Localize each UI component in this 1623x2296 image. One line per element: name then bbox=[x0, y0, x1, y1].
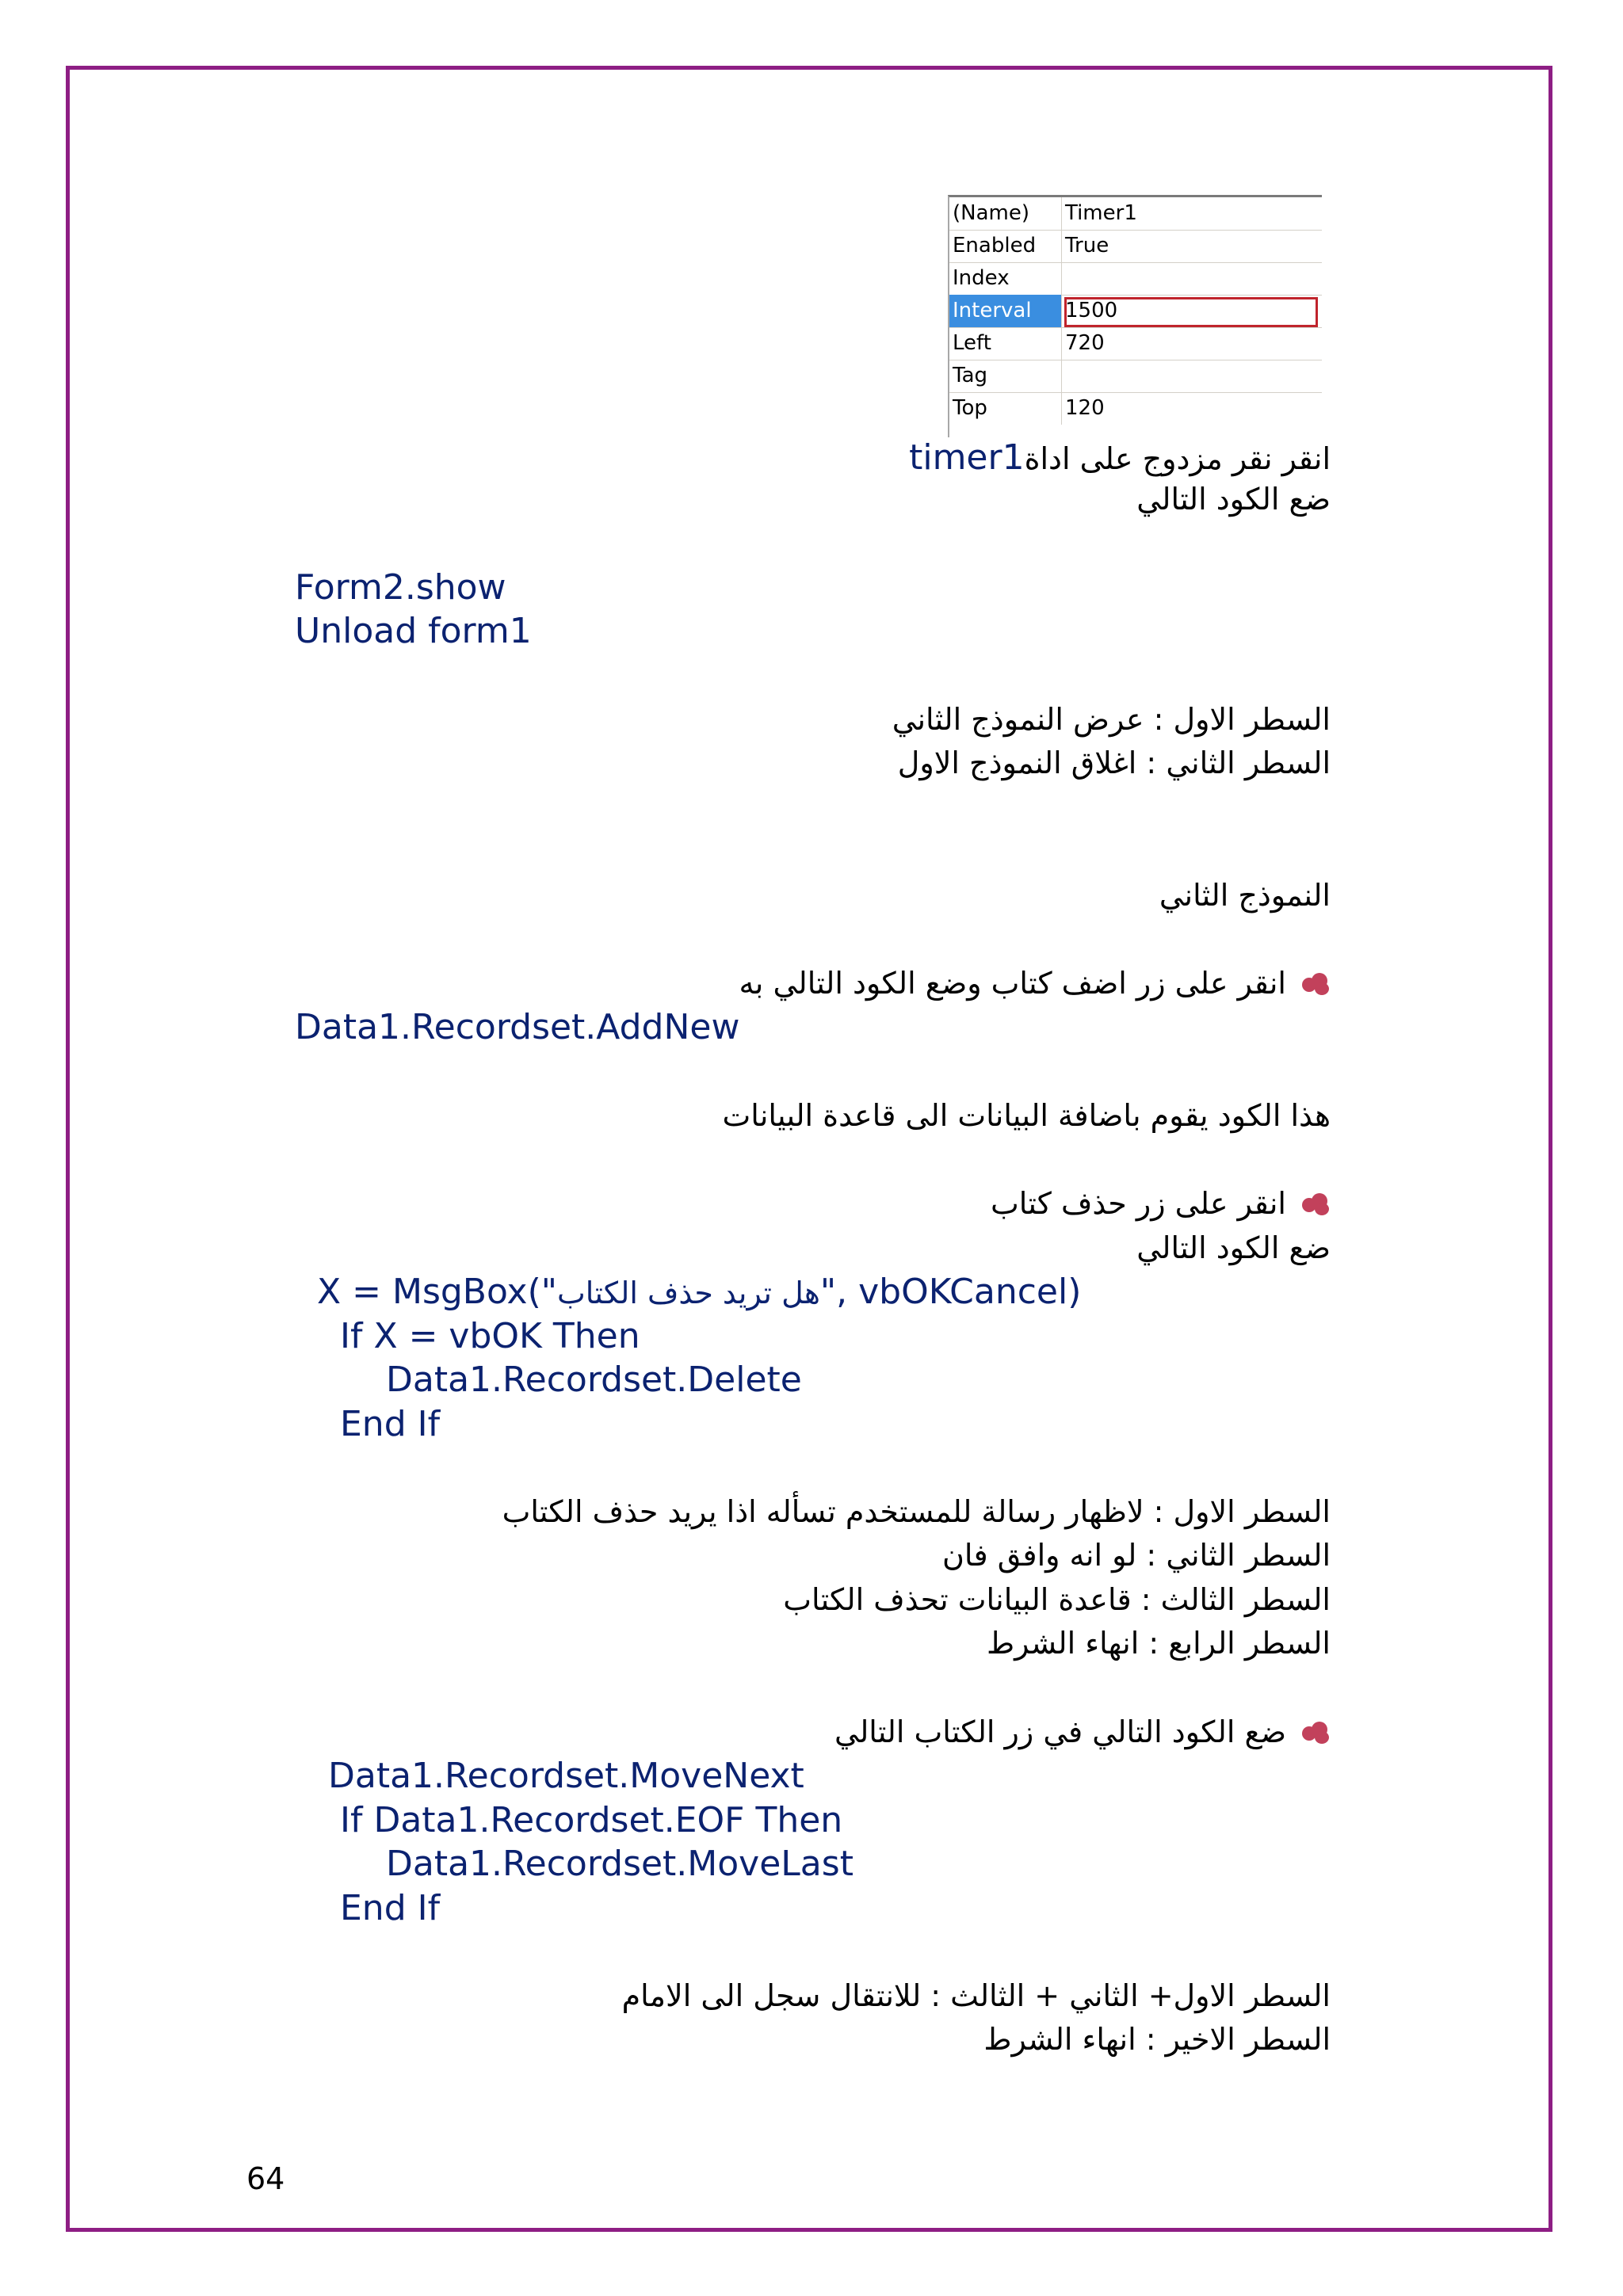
property-value[interactable]: 720 bbox=[1065, 331, 1105, 355]
instruction-put-code: ضع الكود التالي bbox=[1136, 1230, 1331, 1265]
flower-bullet-icon bbox=[1300, 971, 1331, 997]
property-name: Enabled bbox=[949, 230, 1062, 262]
code-line: Data1.Recordset.AddNew bbox=[295, 1007, 740, 1047]
instruction-text: انقر نقر مزدوج على اداة bbox=[1024, 441, 1331, 476]
property-name: Index bbox=[949, 262, 1062, 295]
code-line: Unload form1 bbox=[295, 611, 532, 651]
page-frame bbox=[66, 66, 1552, 2232]
flower-bullet-icon bbox=[1300, 1720, 1331, 1745]
code-fragment: ", vbOKCancel) bbox=[819, 1272, 1082, 1312]
explanation-line: السطر الثالث : قاعدة البيانات تحذف الكتاب bbox=[783, 1582, 1331, 1617]
explanation-line: السطر الثاني : اغلاق النموذج الاول bbox=[897, 746, 1331, 780]
property-name: Interval bbox=[949, 295, 1062, 327]
explanation-line: السطر الاخير : انهاء الشرط bbox=[983, 2022, 1331, 2057]
explanation-line: السطر الثاني : لو انه وافق فان bbox=[941, 1538, 1331, 1573]
code-fragment: X = MsgBox(" bbox=[317, 1272, 557, 1312]
step-text: انقر على زر حذف كتاب bbox=[990, 1186, 1286, 1221]
property-name: Tag bbox=[949, 360, 1062, 392]
code-line: If X = vbOK Then bbox=[340, 1316, 640, 1356]
delete-book-step bbox=[991, 1186, 1331, 1221]
instruction-put-code: ضع الكود التالي bbox=[1136, 482, 1331, 517]
property-value[interactable]: 1500 bbox=[1065, 299, 1118, 322]
instruction-double-click bbox=[909, 437, 1331, 478]
property-row[interactable] bbox=[949, 392, 1322, 425]
code-line bbox=[317, 1272, 1081, 1312]
property-value[interactable] bbox=[1062, 262, 1322, 295]
property-row[interactable] bbox=[949, 262, 1322, 296]
add-book-step bbox=[739, 966, 1331, 1001]
code-arabic-string: هل تريد حذف الكتاب bbox=[557, 1276, 820, 1310]
highlight-box bbox=[1064, 297, 1318, 327]
property-name: (Name) bbox=[949, 197, 1062, 230]
property-row[interactable] bbox=[949, 327, 1322, 360]
page-number: 64 bbox=[246, 2161, 285, 2196]
property-row-selected[interactable] bbox=[949, 295, 1322, 328]
explanation-line: هذا الكود يقوم باضافة البيانات الى قاعدة البيانات bbox=[722, 1098, 1331, 1133]
flower-bullet-icon bbox=[1300, 1192, 1331, 1217]
step-text: انقر على زر اضف كتاب وضع الكود التالي به bbox=[739, 966, 1286, 1001]
property-name: Top bbox=[949, 392, 1062, 425]
code-line: End If bbox=[340, 1888, 441, 1928]
code-line: Data1.Recordset.MoveLast bbox=[386, 1844, 854, 1884]
property-value[interactable]: Timer1 bbox=[1065, 201, 1137, 225]
property-value[interactable]: 120 bbox=[1065, 396, 1105, 420]
code-line: Data1.Recordset.Delete bbox=[386, 1360, 802, 1400]
properties-grid bbox=[948, 195, 1322, 437]
timer1-label: timer1 bbox=[909, 437, 1025, 478]
explanation-line: السطر الاول+ الثاني + الثالث : للانتقال سجل الى الامام bbox=[621, 1978, 1331, 2013]
property-value[interactable]: True bbox=[1065, 234, 1109, 257]
code-line: End If bbox=[340, 1404, 441, 1444]
step-text: ضع الكود التالي في زر الكتاب التالي bbox=[834, 1714, 1286, 1749]
property-name: Left bbox=[949, 327, 1062, 360]
code-line: Form2.show bbox=[295, 567, 506, 608]
explanation-line: السطر الاول : لاظهار رسالة للمستخدم تسأله اذا يريد حذف الكتاب bbox=[502, 1494, 1331, 1529]
property-value[interactable] bbox=[1062, 360, 1322, 392]
explanation-line: السطر الرابع : انهاء الشرط bbox=[987, 1626, 1331, 1661]
property-row[interactable] bbox=[949, 197, 1322, 231]
code-line: Data1.Recordset.MoveNext bbox=[328, 1756, 804, 1796]
next-book-step bbox=[834, 1714, 1331, 1749]
property-row[interactable] bbox=[949, 360, 1322, 393]
section-title: النموذج الثاني bbox=[1159, 878, 1331, 913]
explanation-line: السطر الاول : عرض النموذج الثاني bbox=[892, 702, 1331, 737]
property-row[interactable] bbox=[949, 230, 1322, 263]
code-line: If Data1.Recordset.EOF Then bbox=[340, 1800, 843, 1840]
